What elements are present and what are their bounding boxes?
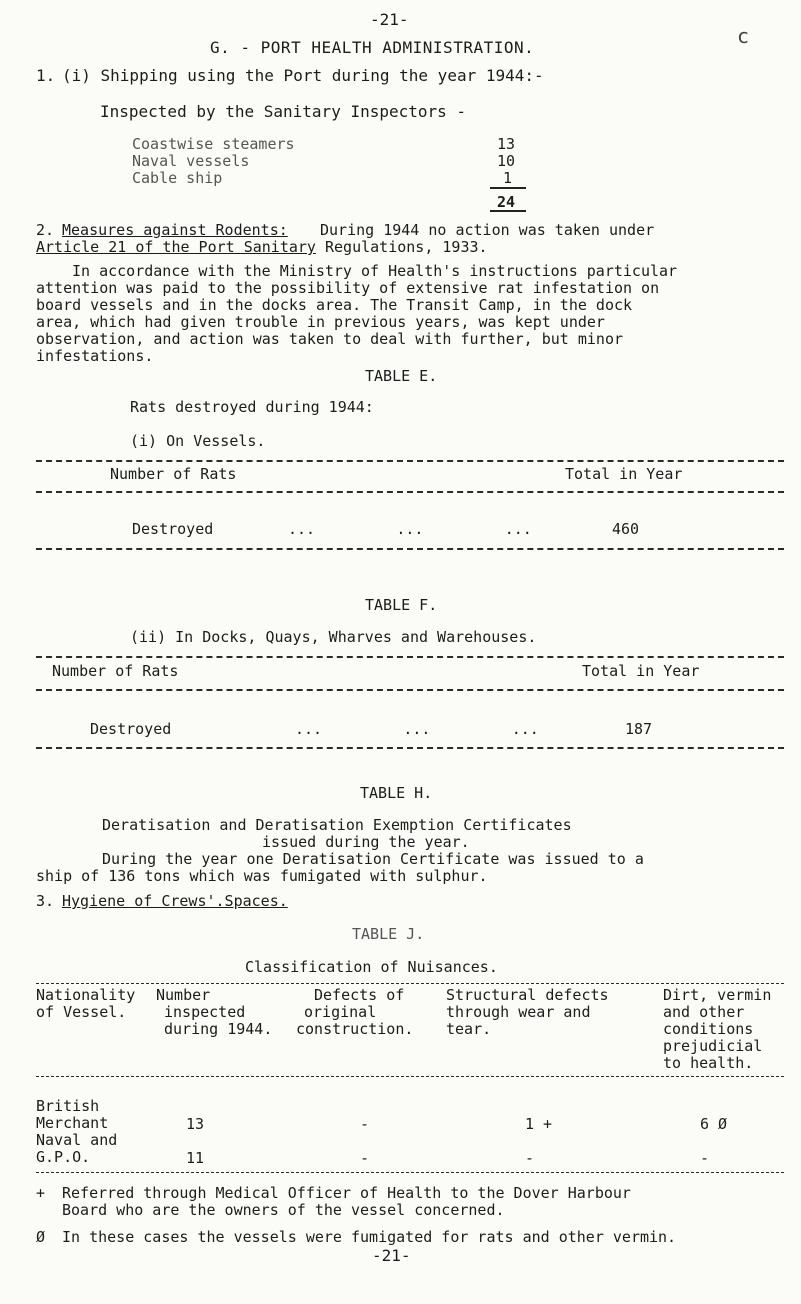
table-f-col2: Total in Year	[582, 662, 700, 680]
table-j-header: Number inspected during 1944.	[156, 986, 273, 1038]
item2-text-a: During 1944 no action was taken under	[320, 221, 655, 239]
table-e-title: TABLE E.	[365, 367, 438, 385]
table-e-rule	[36, 491, 784, 493]
footnote-plus-mark: +	[36, 1184, 46, 1202]
table-e-rule	[36, 460, 784, 462]
item2-number: 2.	[36, 221, 55, 239]
item3-number: 3.	[36, 892, 55, 910]
footnote-null-mark: Ø	[36, 1228, 46, 1246]
table-f-rule	[36, 656, 784, 658]
table-e-dots: ... ... ...	[288, 520, 532, 538]
table-f-row-label: Destroyed	[90, 720, 172, 738]
rodent-paragraph	[36, 263, 786, 365]
table-row-inspected: 11	[186, 1149, 205, 1167]
table-j-header: Structural defects through wear and tear.	[446, 986, 609, 1038]
item1-number: 1.	[36, 66, 56, 85]
total-rule-top	[490, 187, 526, 189]
paragraph-line: In accordance with the Ministry of Health's instructions particular	[72, 262, 678, 280]
footnote-null-line: In these cases the vessels were fumigated for rats and other vermin.	[62, 1228, 677, 1246]
table-row-defects: -	[360, 1115, 370, 1133]
table-f-rule	[36, 689, 784, 691]
table-h-line3: During the year one Deratisation Certificate was issued to a	[102, 850, 644, 868]
table-f-col1: Number of Rats	[52, 662, 179, 680]
table-f-value: 187	[625, 720, 653, 738]
table-row-inspected: 13	[186, 1115, 205, 1133]
shipping-row-label: Cable ship	[132, 169, 223, 187]
table-h-title: TABLE H.	[360, 784, 433, 802]
table-j-caption: Classification of Nuisances.	[245, 958, 498, 976]
shipping-row-label: Naval vessels	[132, 152, 250, 170]
paragraph-line: attention was paid to the possibility of extensive rat infestation on	[36, 279, 660, 297]
table-j-title: TABLE J.	[352, 925, 425, 943]
paragraph-line: area, which had given trouble in previous years, was kept under	[36, 313, 605, 331]
table-f-title: TABLE F.	[365, 596, 438, 614]
paragraph-line: observation, and action was taken to deal with further, but minor	[36, 330, 623, 348]
table-e-value: 460	[612, 520, 640, 538]
table-e-caption: Rats destroyed during 1944:	[130, 398, 374, 416]
shipping-row-value: 10	[497, 152, 516, 170]
table-f-sub: (ii) In Docks, Quays, Wharves and Warehouses.	[130, 628, 537, 646]
table-j-header: Dirt, vermin and other conditions prejudicial to health.	[663, 986, 772, 1072]
footnote-plus-line2: Board who are the owners of the vessel concerned.	[62, 1201, 505, 1219]
table-h-line4: ship of 136 tons which was fumigated with sulphur.	[36, 867, 488, 885]
table-h-line2: issued during the year.	[262, 833, 470, 851]
table-row-name: British Merchant	[36, 1097, 109, 1132]
table-row-dirt: -	[700, 1149, 710, 1167]
shipping-row-value: 13	[497, 135, 516, 153]
table-j-rule	[36, 1172, 784, 1173]
table-f-rule	[36, 747, 784, 749]
corner-mark: c	[737, 24, 750, 48]
table-row-structural: 1 +	[525, 1115, 553, 1133]
article-reference: Article 21 of the Port Sanitary	[36, 238, 316, 256]
table-row-defects: -	[360, 1149, 370, 1167]
shipping-row-label: Coastwise steamers	[132, 135, 295, 153]
regulations-reference: Regulations, 1933.	[325, 238, 488, 256]
paragraph-line: board vessels and in the docks area. The Transit Camp, in the dock	[36, 296, 633, 314]
table-e-col2: Total in Year	[565, 465, 683, 483]
item1-text: (i) Shipping using the Port during the year 1944:-	[62, 66, 544, 85]
page-number-top: -21-	[370, 10, 409, 29]
table-e-rule	[36, 548, 784, 550]
table-j-header: Defects of original construction.	[296, 986, 414, 1038]
table-row-structural: -	[525, 1149, 535, 1167]
section-title: G. - PORT HEALTH ADMINISTRATION.	[210, 38, 535, 57]
item3-heading: Hygiene of Crews'.Spaces.	[62, 892, 288, 910]
table-j-rule	[36, 1076, 784, 1077]
table-e-col1: Number of Rats	[110, 465, 237, 483]
item1-subheading: Inspected by the Sanitary Inspectors -	[100, 102, 467, 121]
item2-text-b	[36, 238, 488, 256]
table-j-header: Nationality of Vessel.	[36, 986, 136, 1021]
table-f-dots: ... ... ...	[295, 720, 539, 738]
footnote-plus-line1: Referred through Medical Officer of Health to the Dover Harbour	[62, 1184, 631, 1202]
page-number-bottom: -21-	[372, 1246, 411, 1265]
paragraph-line: infestations.	[36, 347, 154, 365]
item2-heading: Measures against Rodents:	[62, 221, 288, 239]
table-e-row-label: Destroyed	[132, 520, 214, 538]
table-j-rule	[36, 983, 784, 984]
total-rule-bottom	[490, 210, 526, 212]
table-row-name: Naval and G.P.O.	[36, 1131, 118, 1166]
table-row-dirt: 6 Ø	[700, 1115, 728, 1133]
shipping-total: 24	[497, 193, 516, 211]
table-e-sub: (i) On Vessels.	[130, 432, 266, 450]
shipping-row-value: 1	[503, 169, 513, 187]
table-h-line1: Deratisation and Deratisation Exemption Certificates	[102, 816, 572, 834]
